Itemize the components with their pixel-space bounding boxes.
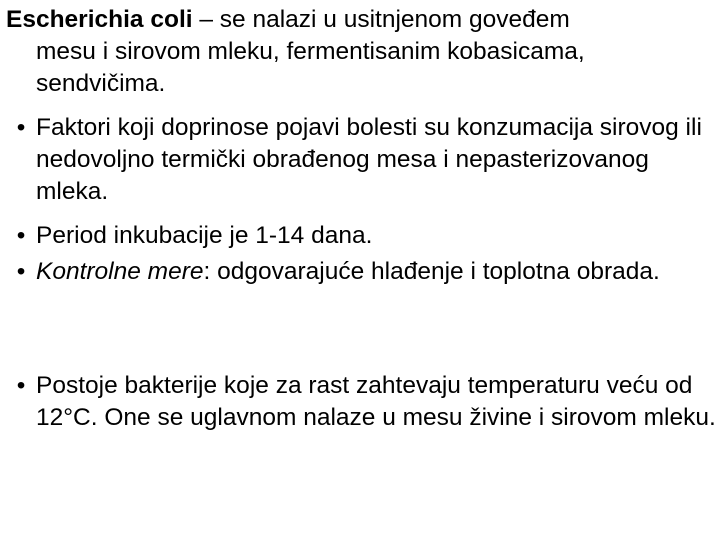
bullet-text: Period inkubacije je 1-14 dana. — [36, 222, 373, 249]
bullet-text: Postoje bakterije koje za rast zahtevaju temperaturu veću od 12°C. One se uglavnom nalaze u mesu živine i sirovom mleku. — [36, 372, 716, 431]
intro-first-line: – se nalazi u usitnjenom goveđem — [192, 6, 570, 33]
bullet-item-factors — [6, 112, 718, 208]
intro-bold-term: Escherichia coli — [6, 6, 193, 33]
bullet-item-incubation — [6, 220, 718, 252]
bullet-marker: • — [16, 114, 26, 141]
bullet-item-control — [6, 256, 718, 288]
intro-continuation: mesu i sirovom mleku, fermentisanim kobasicama, sendvičima. — [36, 38, 585, 97]
bullet-text: : odgovarajuće hlađenje i toplotna obrada. — [203, 258, 660, 285]
bullet-italic-term: Kontrolne mere — [36, 258, 204, 285]
bullet-marker: • — [16, 372, 26, 399]
bullet-text: Faktori koji doprinose pojavi bolesti su konzumacija sirovog ili nedovoljno termički obrađenog mesa i nepasterizovanog mleka. — [36, 114, 702, 205]
bullet-marker: • — [16, 258, 26, 285]
bullet-item-bacteria — [6, 370, 718, 434]
bullet-marker: • — [16, 222, 26, 249]
intro-paragraph — [6, 4, 718, 100]
